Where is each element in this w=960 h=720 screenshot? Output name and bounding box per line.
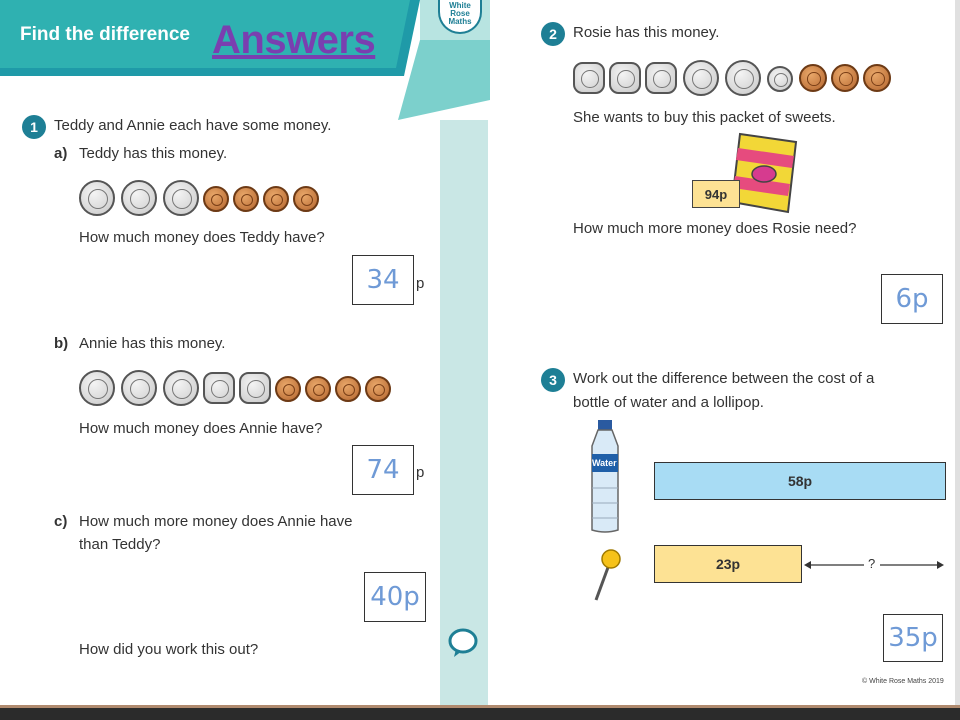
- q1c-question-line1: How much more money does Annie have: [79, 513, 353, 530]
- question-number-2: 2: [541, 22, 565, 46]
- q1b-statement: Annie has this money.: [79, 335, 226, 352]
- logo-line: Rose: [450, 9, 470, 18]
- 5p-coin-icon: [767, 66, 793, 92]
- lollipop-icon: [592, 548, 622, 602]
- 1p-coin-icon: [863, 64, 891, 92]
- q1a-coins: [79, 180, 339, 216]
- bar-water: [654, 462, 946, 500]
- lollipop-icon: [592, 548, 622, 602]
- bar-water-label: 58p: [787, 473, 813, 489]
- 20p-coin-icon: [163, 370, 199, 406]
- 1p-coin-icon: [293, 186, 319, 212]
- side-strip: [440, 120, 488, 705]
- 10p-coin-icon: [609, 62, 641, 94]
- 1p-coin-icon: [233, 186, 259, 212]
- q1c-question-line2: than Teddy?: [79, 536, 161, 553]
- 1p-coin-icon: [275, 376, 301, 402]
- q2-statement: Rosie has this money.: [573, 24, 720, 41]
- 20p-coin-icon: [121, 370, 157, 406]
- q1c-label: c): [54, 513, 68, 530]
- q3-question-line1: Work out the difference between the cost of a: [573, 370, 875, 387]
- copyright: © White Rose Maths 2019: [862, 678, 944, 685]
- 5p-coin-icon: [203, 372, 235, 404]
- 1p-coin-icon: [263, 186, 289, 212]
- q1a-statement: Teddy has this money.: [79, 145, 228, 162]
- 20p-coin-icon: [683, 60, 719, 96]
- q2-question: How much more money does Rosie need?: [573, 220, 857, 237]
- water-bottle-icon: [586, 418, 624, 534]
- question-number-1: 1: [22, 115, 46, 139]
- q1a-label: a): [54, 145, 68, 162]
- price-tag: [692, 180, 740, 208]
- q1b-coins: [79, 370, 399, 406]
- 20p-coin-icon: [163, 180, 199, 216]
- 5p-coin-icon: [239, 372, 271, 404]
- 20p-coin-icon: [79, 370, 115, 406]
- sweets-packet-icon: [730, 130, 800, 214]
- 1p-coin-icon: [831, 64, 859, 92]
- q3-question-line2: bottle of water and a lollipop.: [573, 394, 764, 411]
- question-number-3: 3: [541, 368, 565, 392]
- 10p-coin-icon: [573, 62, 605, 94]
- answers-label: Answers: [212, 18, 376, 62]
- logo-line: White: [449, 1, 471, 10]
- 1p-coin-icon: [335, 376, 361, 402]
- 20p-coin-icon: [725, 60, 761, 96]
- logo-line: Maths: [448, 17, 472, 26]
- q1a-unit: p: [416, 275, 425, 292]
- right-edge: [955, 0, 960, 705]
- 1p-coin-icon: [365, 376, 391, 402]
- q2-statement2: She wants to buy this packet of sweets.: [573, 109, 836, 126]
- q2-coins: [573, 60, 893, 96]
- 20p-coin-icon: [121, 180, 157, 216]
- q1b-question: How much money does Annie have?: [79, 420, 323, 437]
- bottom-bar: [0, 705, 960, 720]
- 1p-coin-icon: [203, 186, 229, 212]
- q1a-answer-box[interactable]: 34: [352, 255, 414, 305]
- q1b-unit: p: [416, 464, 425, 481]
- q1c-followup: How did you work this out?: [79, 641, 259, 658]
- q1b-answer-box[interactable]: 74: [352, 445, 414, 495]
- speech-bubble-icon: [448, 628, 478, 658]
- speech-bubble-icon: [448, 628, 478, 658]
- difference-arrow: [804, 556, 944, 574]
- q2-answer-box[interactable]: 6p: [881, 274, 943, 324]
- price-tag-label: 94p: [704, 186, 728, 202]
- 1p-coin-icon: [305, 376, 331, 402]
- unknown-label: ?: [868, 556, 876, 571]
- q1a-question: How much money does Teddy have?: [79, 229, 325, 246]
- 1p-coin-icon: [799, 64, 827, 92]
- q1b-label: b): [54, 335, 69, 352]
- page-title: Find the difference: [20, 24, 190, 45]
- sweets-packet-icon: [730, 130, 800, 214]
- 20p-coin-icon: [79, 180, 115, 216]
- water-bottle-icon: [586, 418, 624, 534]
- bottle-label: Water: [592, 458, 617, 468]
- 10p-coin-icon: [645, 62, 677, 94]
- q1c-answer-box[interactable]: 40p: [364, 572, 426, 622]
- bar-lollipop-label: 23p: [715, 556, 741, 572]
- q1-intro: Teddy and Annie each have some money.: [54, 117, 332, 134]
- q3-answer-box[interactable]: 35p: [883, 614, 943, 662]
- bar-lollipop: [654, 545, 802, 583]
